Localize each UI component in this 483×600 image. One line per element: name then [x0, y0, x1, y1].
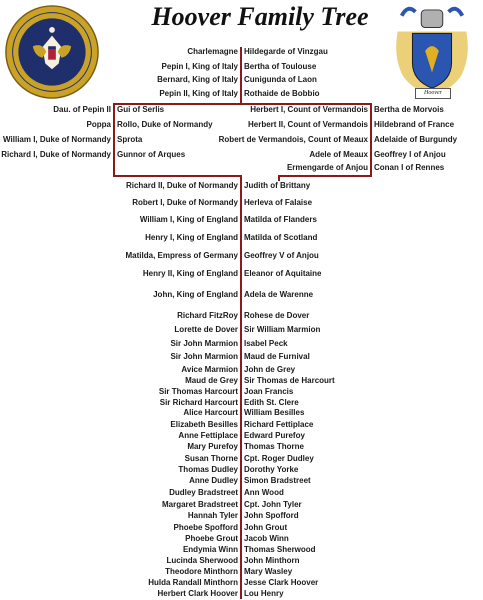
person-right: Matilda of Flanders — [244, 215, 317, 224]
person-right: Edward Purefoy — [244, 431, 305, 440]
person-right: Bertha of Toulouse — [244, 62, 317, 71]
person-left: Robert de Vermandois, Count of Meaux — [218, 135, 368, 144]
person-left: Bernard, King of Italy — [157, 75, 238, 84]
left-join — [113, 175, 241, 177]
person-left: Phoebe Grout — [185, 534, 238, 543]
person-right: Isabel Peck — [244, 339, 288, 348]
person-left: Ermengarde of Anjou — [286, 163, 368, 172]
person-left: Henry I, King of England — [145, 233, 238, 242]
person-right: Adela de Warenne — [244, 290, 314, 299]
person-right: Geoffrey V of Anjou — [244, 251, 319, 260]
person-right: Edith St. Clere — [244, 398, 299, 407]
person-left: Mary Purefoy — [187, 442, 238, 451]
person-left: Sir John Marmion — [170, 339, 238, 348]
person-left: William I, Duke of Normandy — [3, 135, 111, 144]
person-left: Sir Richard Harcourt — [159, 398, 238, 407]
person-right: Rohese de Dover — [244, 311, 310, 320]
person-right: Sir Thomas de Harcourt — [244, 376, 335, 385]
person-right: Jacob Winn — [244, 534, 289, 543]
person-right: Hildebrand of France — [374, 120, 455, 129]
page-title: Hoover Family Tree — [151, 2, 369, 31]
person-right: Sir William Marmion — [244, 325, 321, 334]
person-right: Adelaide of Burgundy — [374, 135, 458, 144]
person-left: Adele of Meaux — [309, 150, 368, 159]
person-left: Avice Marmion — [181, 365, 238, 374]
person-right: Hildegarde of Vinzgau — [244, 47, 328, 56]
person-left: Richard I, Duke of Normandy — [1, 150, 111, 159]
person-right: Simon Bradstreet — [244, 476, 311, 485]
person-left: Maud de Grey — [185, 376, 238, 385]
couple-divider — [240, 47, 242, 57]
person-right: Lou Henry — [244, 589, 284, 598]
person-right: Cpt. Roger Dudley — [244, 454, 314, 463]
person-left: Anne Dudley — [189, 476, 238, 485]
person-left: Herbert I, Count of Vermandois — [250, 105, 368, 114]
person-left: Lorette de Dover — [174, 325, 238, 334]
person-left: Elizabeth Besilles — [170, 420, 238, 429]
person-right: Rothaide de Bobbio — [244, 89, 320, 98]
person-left: Lucinda Sherwood — [166, 556, 238, 565]
person-right: Cunigunda of Laon — [244, 75, 317, 84]
person-left: Henry II, King of England — [142, 269, 238, 278]
person-left: William I, King of England — [139, 215, 238, 224]
person-left: Anne Fettiplace — [178, 431, 238, 440]
person-right: Dorothy Yorke — [244, 465, 299, 474]
right-join-drop — [278, 175, 280, 181]
person-right: Maud de Furnival — [244, 352, 310, 361]
person-right: Geoffrey I of Anjou — [374, 150, 446, 159]
right-join — [278, 175, 372, 177]
person-left: Richard II, Duke of Normandy — [125, 181, 238, 190]
person-left: Charlemagne — [187, 47, 238, 56]
person-right: Conan I of Rennes — [374, 163, 445, 172]
person-right: Gunnor of Arques — [117, 150, 186, 159]
person-left: Pepin II, King of Italy — [159, 89, 238, 98]
person-left: Dau. of Pepin II — [53, 105, 111, 114]
person-right: Sprota — [117, 135, 143, 144]
person-left: Richard FitzRoy — [177, 311, 238, 320]
person-right: Thomas Sherwood — [244, 545, 316, 554]
person-right: John Grout — [244, 523, 288, 532]
descent-line-right — [370, 103, 372, 173]
person-right: Cpt. John Tyler — [244, 500, 302, 509]
main-descent-line — [240, 175, 242, 595]
person-left: Thomas Dudley — [178, 465, 238, 474]
family-crest-icon — [388, 2, 476, 100]
person-right: Rollo, Duke of Normandy — [117, 120, 213, 129]
person-left: Margaret Bradstreet — [161, 500, 238, 509]
person-right: Richard Fettiplace — [244, 420, 314, 429]
person-left: Hulda Randall Minthorn — [148, 578, 238, 587]
person-left: Phoebe Spofford — [173, 523, 238, 532]
person-right: Ann Wood — [244, 488, 284, 497]
person-left: Susan Thorne — [184, 454, 238, 463]
person-left: Robert I, Duke of Normandy — [132, 198, 238, 207]
branch-horizontal — [114, 103, 371, 105]
person-left: Matilda, Empress of Germany — [125, 251, 238, 260]
person-left: Pepin I, King of Italy — [161, 62, 238, 71]
person-right: Gui of Serlis — [117, 105, 165, 114]
left-down — [113, 162, 115, 176]
person-left: Sir John Marmion — [170, 352, 238, 361]
person-right: John Spofford — [244, 511, 299, 520]
person-left: Endymia Winn — [182, 545, 238, 554]
crest-label: Hoover — [415, 88, 451, 99]
person-right: John de Grey — [244, 365, 296, 374]
person-left: Theodore Minthorn — [165, 567, 238, 576]
person-right: William Besilles — [244, 408, 305, 417]
person-left: Alice Harcourt — [183, 408, 238, 417]
person-left: Poppa — [86, 120, 111, 129]
person-right: Matilda of Scotland — [244, 233, 318, 242]
person-right: Judith of Brittany — [244, 181, 311, 190]
descent-line-top — [240, 57, 242, 103]
presidential-seal-icon — [4, 4, 100, 100]
person-left: Dudley Bradstreet — [169, 488, 238, 497]
descent-line-left — [113, 103, 115, 163]
person-left: Sir Thomas Harcourt — [158, 387, 238, 396]
person-right: Jesse Clark Hoover — [244, 578, 319, 587]
person-right: John Minthorn — [244, 556, 300, 565]
person-left: Herbert Clark Hoover — [157, 589, 238, 598]
person-right: Thomas Thorne — [244, 442, 305, 451]
person-right: Joan Francis — [244, 387, 294, 396]
person-left: Hannah Tyler — [187, 511, 238, 520]
person-right: Herleva of Falaise — [244, 198, 313, 207]
person-left: Herbert II, Count of Vermandois — [247, 120, 368, 129]
person-right: Mary Wasley — [244, 567, 293, 576]
person-left: John, King of England — [153, 290, 238, 299]
person-right: Eleanor of Aquitaine — [244, 269, 322, 278]
person-right: Bertha de Morvois — [374, 105, 444, 114]
